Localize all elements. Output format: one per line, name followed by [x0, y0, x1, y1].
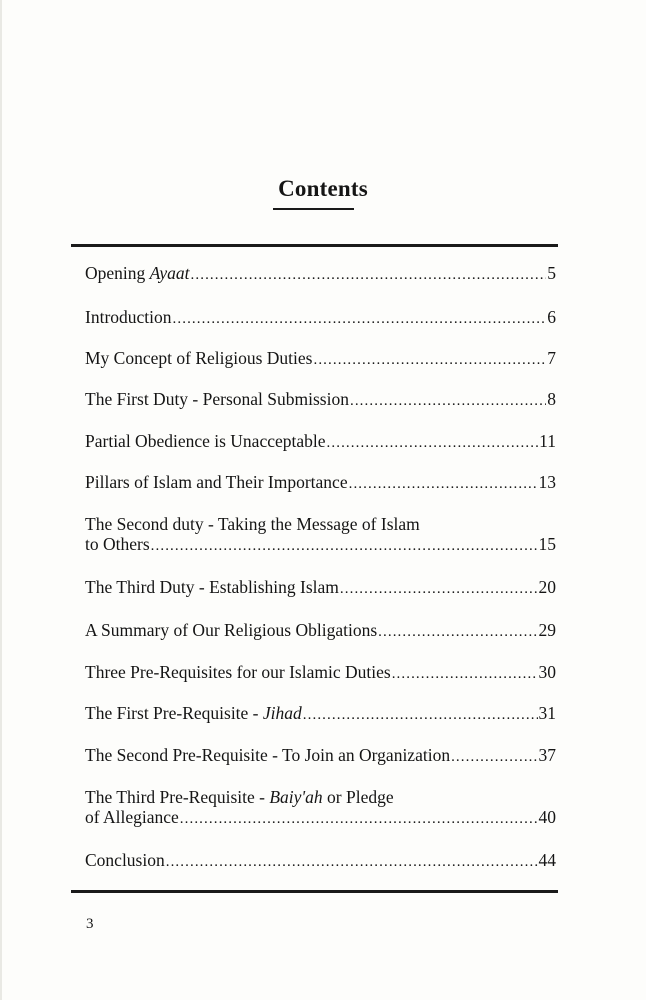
toc-entry-page: 11	[539, 431, 556, 451]
toc-entry-label: My Concept of Religious Duties	[85, 348, 313, 368]
leader-dots	[166, 852, 538, 872]
toc-entry-label: Opening Ayaat	[85, 263, 190, 283]
toc-entry-label: Introduction	[85, 307, 172, 327]
toc-entry-label-line2: to Others	[85, 534, 150, 554]
toc-entry-three-pre-requisites[interactable]	[85, 662, 556, 684]
toc-entry-third-duty[interactable]	[85, 577, 556, 599]
toc-entry-second-duty[interactable]	[85, 514, 556, 556]
leader-dots	[349, 474, 538, 494]
leader-dots	[180, 809, 538, 829]
leader-dots	[313, 350, 546, 370]
toc-entry-partial-obedience[interactable]	[85, 431, 556, 453]
leader-dots	[392, 664, 538, 684]
toc-entry-page: 5	[547, 263, 556, 283]
toc-entry-first-pre-requisite[interactable]	[85, 703, 556, 725]
toc-entry-introduction[interactable]	[85, 307, 556, 329]
toc-entry-label: The Third Duty - Establishing Islam	[85, 577, 339, 597]
toc-entry-label-line1: The Second duty - Taking the Message of Islam	[85, 514, 420, 534]
toc-entry-page: 13	[538, 472, 556, 492]
toc-entry-label: The First Pre-Requisite - Jihad	[85, 703, 302, 723]
toc-entry-label: The First Duty - Personal Submission	[85, 389, 349, 409]
toc-entry-page: 20	[538, 577, 556, 597]
toc-entry-page: 44	[538, 850, 556, 870]
toc-entry-summary-obligations[interactable]	[85, 620, 556, 642]
toc-entry-pillars-of-islam[interactable]	[85, 472, 556, 494]
leader-dots	[378, 622, 537, 642]
leader-dots	[303, 705, 538, 725]
toc-entry-page: 37	[538, 745, 556, 765]
top-rule	[71, 244, 558, 247]
bottom-rule	[71, 890, 558, 893]
leader-dots	[151, 536, 538, 556]
page-title: Contents	[278, 176, 368, 201]
toc-entry-concept-of-duties[interactable]	[85, 348, 556, 370]
toc-entry-label-line2: of Allegiance	[85, 807, 179, 827]
toc-entry-page: 30	[538, 662, 556, 682]
toc-entry-second-pre-requisite[interactable]	[85, 745, 556, 767]
toc-entry-third-pre-requisite[interactable]	[85, 787, 556, 829]
toc-entry-page: 40	[538, 807, 556, 827]
toc-entry-label: The Second Pre-Requisite - To Join an Organization	[85, 745, 451, 765]
toc-entry-label: Conclusion	[85, 850, 165, 870]
toc-entry-label: Three Pre-Requisites for our Islamic Duties	[85, 662, 391, 682]
title-underline	[273, 208, 354, 210]
toc-entry-page: 29	[538, 620, 556, 640]
toc-entry-label-line1: The Third Pre-Requisite - Baiy'ah or Pledge	[85, 787, 394, 807]
leader-dots	[327, 433, 539, 453]
leader-dots	[451, 747, 537, 767]
toc-entry-first-duty[interactable]	[85, 389, 556, 411]
toc-entry-label: A Summary of Our Religious Obligations	[85, 620, 378, 640]
leader-dots	[191, 265, 547, 285]
leader-dots	[173, 309, 547, 329]
toc-entry-page: 15	[538, 534, 556, 554]
toc-entry-page: 31	[538, 703, 556, 723]
toc-entry-label: Partial Obedience is Unacceptable	[85, 431, 326, 451]
leader-dots	[340, 579, 538, 599]
toc-entry-page: 7	[547, 348, 556, 368]
toc-entry-opening-ayaat[interactable]	[85, 263, 556, 285]
leader-dots	[350, 391, 546, 411]
toc-entry-page: 8	[547, 389, 556, 409]
toc-entry-conclusion[interactable]	[85, 850, 556, 872]
page-number: 3	[86, 916, 94, 932]
toc-entry-page: 6	[547, 307, 556, 327]
toc-entry-label: Pillars of Islam and Their Importance	[85, 472, 348, 492]
